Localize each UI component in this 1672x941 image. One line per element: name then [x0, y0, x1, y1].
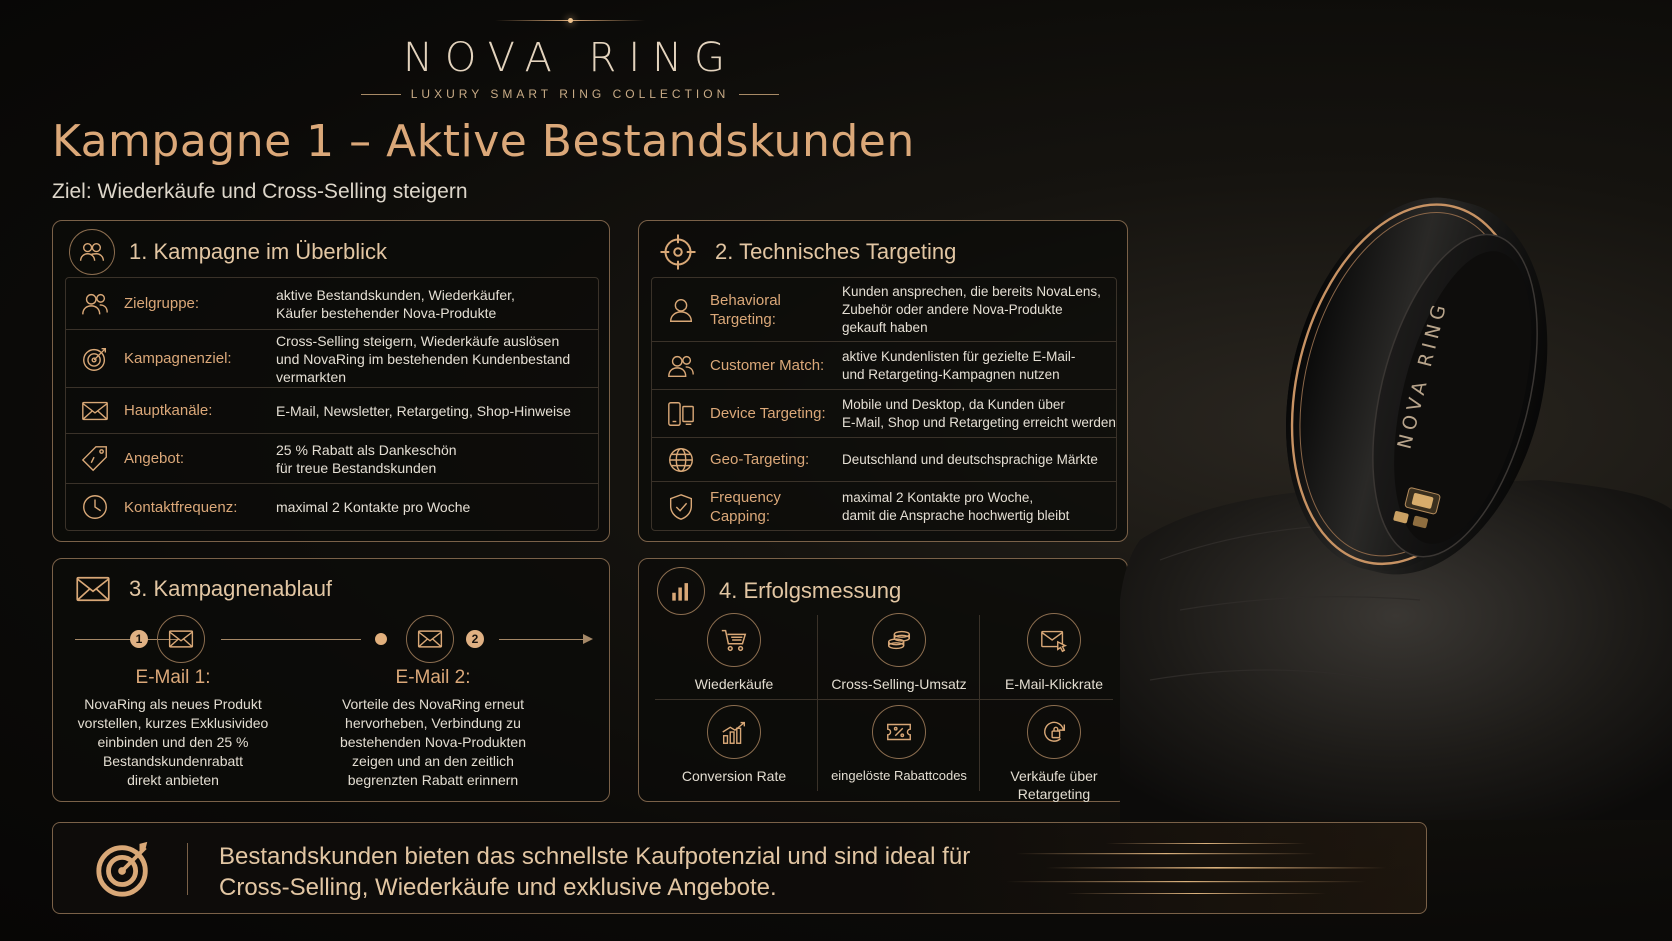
overview-header: [69, 229, 387, 275]
brand-title: NOVA RING: [402, 35, 738, 81]
metric-item: [819, 613, 979, 693]
table-row: [66, 330, 598, 388]
ring-illustration: [1120, 180, 1672, 820]
row-label: Behavioral Targeting:: [710, 291, 781, 328]
row-value: maximal 2 Kontakte pro Woche, damit die Ansprache hochwertig bleibt: [842, 490, 1070, 523]
row-value: Deutschland und deutschsprachige Märkte: [842, 451, 1098, 467]
row-label: Kampagnenziel:: [124, 350, 232, 367]
flow-arrow-icon: [583, 633, 595, 645]
coins-icon: [872, 613, 926, 667]
group-icon: [69, 229, 115, 275]
bar-chart-icon: [657, 567, 705, 615]
brand-subtitle-row: [340, 87, 800, 101]
brand-divider: [495, 20, 645, 21]
row-value: Mobile und Desktop, da Kunden über E-Mail, Shop und Retargeting erreicht werden: [842, 396, 1116, 430]
row-value: Cross-Selling steigern, Wiederkäufe auslösen und NovaRing im bestehenden Kundenbestand vermarkten: [276, 332, 571, 385]
cart-icon: [707, 613, 761, 667]
row-label: Hauptkanäle:: [124, 402, 213, 419]
overview-table: [65, 277, 599, 531]
row-label: Zielgruppe:: [124, 295, 200, 312]
step-2-text: Vorteile des NovaRing erneut hervorheben, Verbindung zu bestehenden Nova-Produkten zeigen und an den zeitlich begrenzten Rabatt erinnern: [339, 696, 527, 788]
target-icon: [66, 344, 124, 374]
row-label: Frequency Capping:: [710, 489, 781, 525]
table-row: [652, 482, 1116, 532]
step-2-title: E-Mail 2:: [395, 667, 471, 688]
metrics-panel: [638, 558, 1128, 802]
table-row: [66, 388, 598, 434]
flow-dot: [375, 633, 387, 645]
row-label: Geo-Targeting:: [710, 451, 810, 468]
brand-header: [340, 14, 800, 101]
mail-icon: [71, 571, 115, 607]
mail-icon: [66, 396, 124, 426]
product-image: [1120, 180, 1672, 820]
coupon-icon: [872, 705, 926, 759]
metric-label: Cross-Selling-Umsatz: [831, 676, 967, 692]
devices-icon: [652, 399, 710, 429]
row-value: Kunden ansprechen, die bereits NovaLens, Zubehör oder andere Nova-Produkte gekauft haben: [842, 283, 1101, 335]
footer-separator: [187, 843, 188, 895]
step-badge-1: 1: [130, 630, 148, 648]
row-label: Kontaktfrequenz:: [124, 498, 238, 516]
metric-item: [659, 705, 809, 785]
targeting-table: [651, 277, 1117, 531]
flow-line-end: [499, 639, 589, 640]
ring-engraving: NOVA RING: [1393, 298, 1452, 452]
table-row: [66, 484, 598, 530]
targeting-panel: [638, 220, 1128, 542]
brand-rule-right: [739, 94, 779, 95]
tag-icon: [66, 444, 124, 474]
step-1-title: E-Mail 1:: [135, 667, 211, 688]
metric-label: E-Mail-Klickrate: [1004, 676, 1103, 692]
brand-subtitle: LUXURY SMART RING COLLECTION: [410, 87, 730, 101]
footer-light-streaks: [1006, 823, 1426, 914]
footer-text: Bestandskunden bieten das schnellste Kaufpotenzial und sind ideal für Cross-Selling, Wiederkäufe und exklusive Angebote.: [219, 843, 971, 901]
table-row: [652, 438, 1116, 482]
row-label: Customer Match:: [710, 357, 825, 374]
page-subtitle: Ziel: Wiederkäufe und Cross-Selling steigern: [52, 180, 468, 203]
flow-line-middle: [221, 639, 361, 640]
row-value: 25 % Rabatt als Dankeschön für treue Bestandskunden: [276, 441, 457, 476]
grid-divider: [979, 615, 980, 791]
globe-icon: [652, 445, 710, 475]
growth-chart-icon: [707, 705, 761, 759]
footer-banner: [52, 822, 1427, 914]
table-row: [652, 278, 1116, 342]
table-row: [652, 390, 1116, 438]
flow-title: 3. Kampagnenablauf: [129, 576, 333, 601]
metric-item: [981, 705, 1127, 803]
retarget-icon: [1027, 705, 1081, 759]
metric-item: [981, 613, 1127, 693]
overview-title: 1. Kampagne im Überblick: [129, 239, 388, 264]
group-icon: [66, 289, 124, 319]
brand-rule-left: [361, 94, 401, 95]
targeting-header: [655, 229, 956, 275]
clock-icon: [66, 492, 124, 522]
row-value: E-Mail, Newsletter, Retargeting, Shop-Hinweise: [276, 402, 571, 419]
metric-item: [819, 705, 979, 785]
grid-divider: [817, 615, 818, 791]
shield-icon: [652, 492, 710, 522]
table-row: [66, 434, 598, 484]
targeting-title: 2. Technisches Targeting: [715, 239, 957, 264]
metric-label: Wiederkäufe: [694, 676, 774, 692]
row-label: Device Targeting:: [710, 405, 826, 422]
step-badge-2: 2: [466, 630, 484, 648]
grid-divider: [655, 699, 1113, 700]
metrics-header: [657, 567, 901, 615]
row-label: Angebot:: [124, 450, 185, 467]
page-title: Kampagne 1 – Aktive Bestandskunden: [52, 116, 915, 167]
metric-label: Conversion Rate: [681, 768, 787, 784]
step-1-mail-icon: [157, 615, 205, 663]
user-icon: [652, 295, 710, 325]
step-2-mail-icon: [406, 615, 454, 663]
row-value: maximal 2 Kontakte pro Woche: [276, 499, 471, 515]
row-value: aktive Kundenlisten für gezielte E-Mail- und Retargeting-Kampagnen nutzen: [842, 348, 1076, 382]
metrics-title: 4. Erfolgsmessung: [719, 578, 902, 603]
flow-header: [71, 571, 332, 607]
group-icon: [652, 351, 710, 381]
overview-panel: [52, 220, 610, 542]
mail-click-icon: [1027, 613, 1081, 667]
table-row: [66, 278, 598, 330]
crosshair-icon: [655, 229, 701, 275]
table-row: [652, 342, 1116, 390]
target-arrow-icon: [93, 838, 155, 900]
step-1-text: NovaRing als neues Produkt vorstellen, kurzes Exklusivideo einbinden und den 25 % Bestandskundenrabatt direkt anbieten: [77, 696, 269, 788]
row-value: aktive Bestandskunden, Wiederkäufer, Käufer bestehender Nova-Produkte: [276, 286, 515, 321]
metric-label: Verkäufe über Retargeting: [1010, 768, 1098, 802]
flow-panel: [52, 558, 610, 802]
metric-label: eingelöste Rabattcodes: [831, 768, 967, 783]
metric-item: [659, 613, 809, 693]
